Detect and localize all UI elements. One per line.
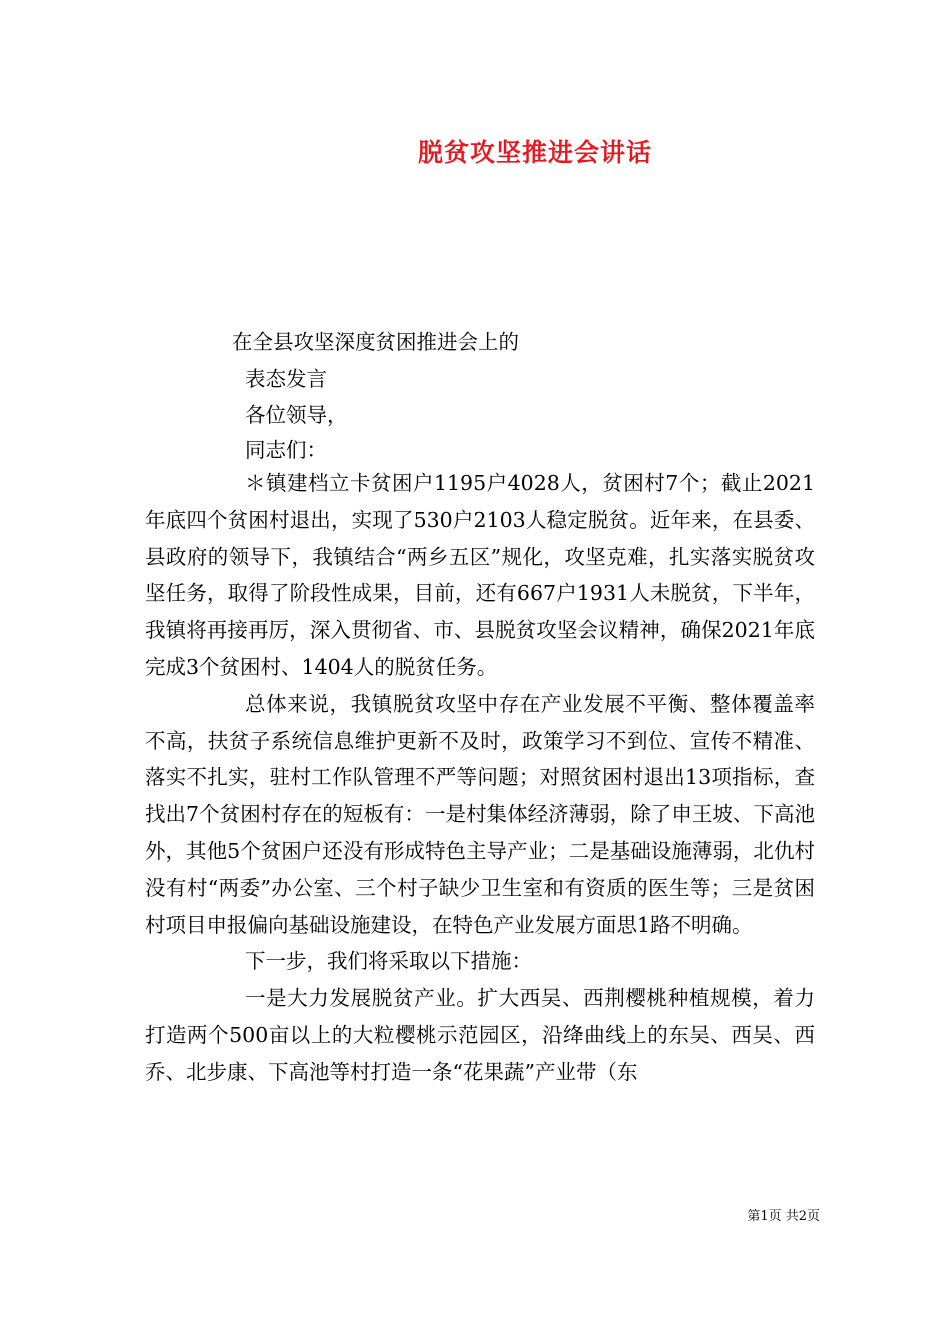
document-title: 脱贫攻坚推进会讲话 <box>417 138 652 167</box>
paragraph: ＊镇建档立卡贫困户1195户4028人，贫困村7个；截止2021年底四个贫困村退出，实现了530户2103人稳定脱贫。近年来，在县委、县政府的领导下，我镇结合“两乡五区”规化，攻坚克难，扎实落实脱贫攻坚任务，取得了阶段性成果，目前，还有667户1931人未脱贫，下半年，我镇将再接再厉，深入贯彻省、市、县脱贫攻坚会议精神，确保2021年底完成3个贫困村、1404人的脱贫任务。 <box>145 471 815 679</box>
page-number: 第1页 共2页 <box>747 1209 820 1224</box>
paragraph: 下一步，我们将采取以下措施： <box>245 949 532 974</box>
subtitle-line-2: 表态发言 <box>245 367 327 391</box>
document-body <box>145 465 815 1091</box>
paragraph: 总体来说，我镇脱贫攻坚中存在产业发展不平衡、整体覆盖率不高，扶贫子系统信息维护更新不及时，政策学习不到位、宣传不精准、落实不扎实，驻村工作队管理不严等问题；对照贫困村退出13项指标，查找出7个贫困村存在的短板有：一是村集体经济薄弱，除了申王坡、下高池外，其他5个贫困户还没有形成特色主导产业；二是基础设施薄弱，北仇村没有村“两委”办公室、三个村子缺少卫生室和有资质的医生等；三是贫困村项目申报偏向基础设施建设，在特色产业发展方面思1路不明确。 <box>145 691 815 937</box>
salutation-comrades: 同志们： <box>245 438 327 462</box>
subtitle-line-1: 在全县攻坚深度贫困推进会上的 <box>232 330 519 354</box>
paragraph: 一是大力发展脱贫产业。扩大西吴、西荆樱桃种植规模，着力打造两个500亩以上的大粒樱桃示范园区，沿绛曲线上的东吴、西吴、西乔、北步康、下高池等村打造一条“花果蔬”产业带（东 <box>145 986 815 1084</box>
salutation-leaders: 各位领导， <box>245 403 348 427</box>
